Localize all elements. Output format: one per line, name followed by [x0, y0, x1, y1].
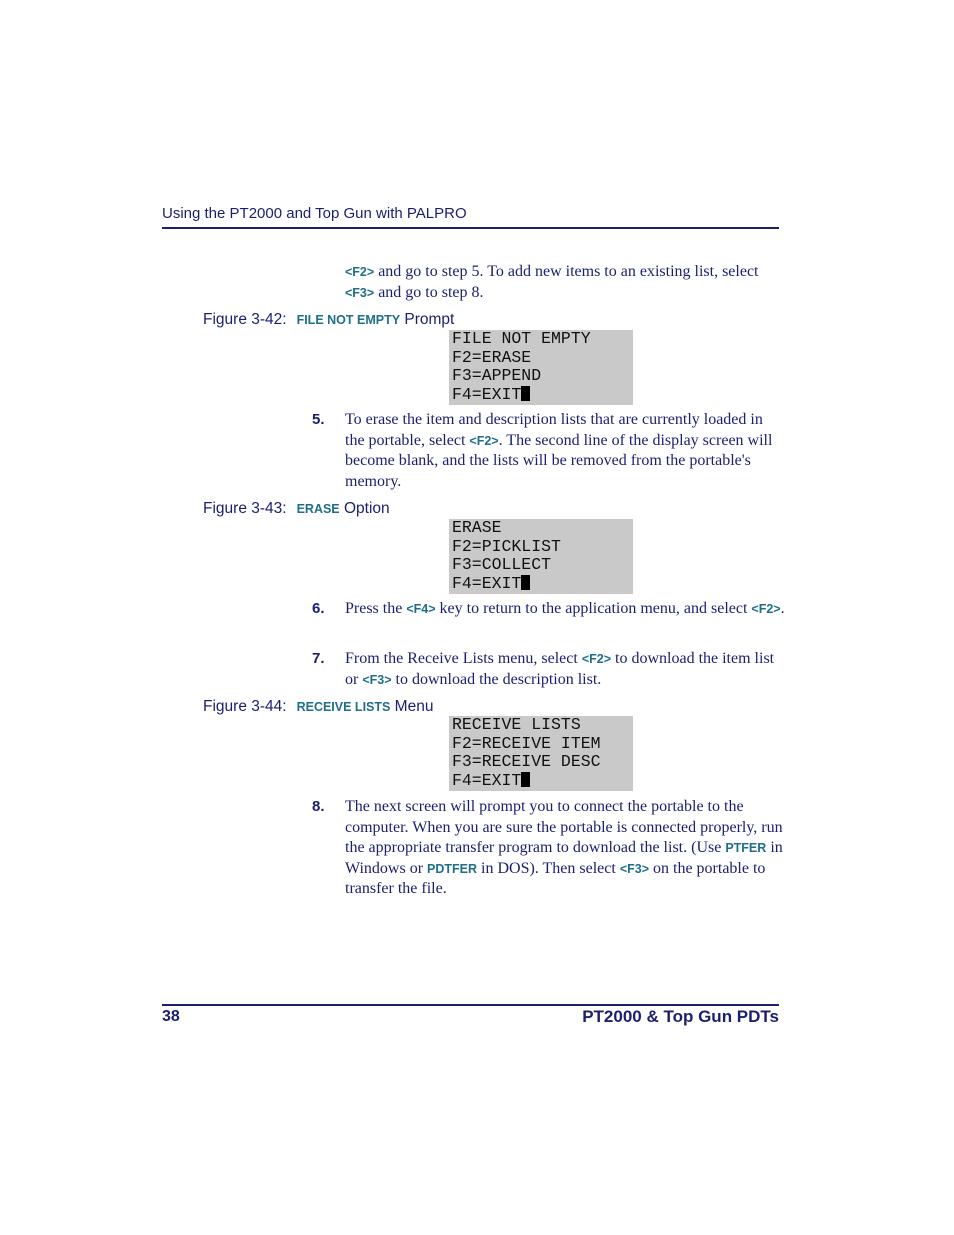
screen-line-3: F3=RECEIVE DESC — [452, 752, 601, 772]
key-f2: <F2> — [751, 602, 781, 616]
step-8-text-2: in Windows or — [345, 839, 783, 877]
figure-label: Figure 3-44: — [203, 698, 287, 715]
intro-text-2: and go to step 8. — [374, 283, 484, 301]
step-8-text-1: The next screen will prompt you to connect the portable to the computer. When you are sure the portable is connected properly, run the appropriate transfer program to download the list. (Use — [345, 798, 783, 856]
screen-line-4 — [452, 575, 633, 594]
step-8-text-4: on the portable to transfer the file. — [345, 859, 766, 897]
step-5-paragraph — [345, 410, 785, 492]
screen-line-4 — [452, 772, 633, 791]
key-f2: <F2> — [581, 652, 612, 666]
intro-paragraph — [345, 262, 785, 303]
screen-line-1: RECEIVE LISTS — [452, 715, 581, 734]
screen-line-3: F3=APPEND — [452, 366, 542, 386]
step-6-paragraph — [345, 599, 785, 620]
step-6-text-1: Press the — [345, 600, 407, 617]
key-f3: <F3> — [362, 672, 392, 687]
step-8-text-3: in DOS). Then select — [477, 859, 620, 877]
step-5-text-2: . The second line of the display screen will become blank, and the lists will be removed from the portable's memory. — [345, 431, 773, 490]
screen-line-4-text: F4=EXIT — [452, 384, 522, 404]
step-7-text-2: to download the item list or — [345, 650, 775, 688]
figure-caption-3-44 — [203, 698, 433, 716]
display-screen-erase — [449, 519, 633, 594]
figure-label: Figure 3-43: — [203, 500, 287, 517]
step-7-paragraph — [345, 649, 785, 690]
block-cursor-icon — [521, 386, 530, 401]
screen-line-3: F3=COLLECT — [452, 555, 552, 575]
block-cursor-icon — [521, 772, 530, 787]
screen-line-2: F2=RECEIVE ITEM — [452, 733, 601, 753]
figure-caption-3-42 — [203, 311, 454, 329]
screen-line-4-text: F4=EXIT — [452, 770, 522, 790]
screen-line-1: ERASE — [452, 518, 502, 537]
step-6-text-2: key to return to the application menu, and select — [435, 600, 752, 617]
key-f4: <F4> — [406, 602, 436, 616]
figure-label: Figure 3-42: — [203, 311, 287, 328]
step-6-text-3: . — [780, 600, 785, 617]
key-f2: <F2> — [469, 433, 499, 448]
figure-caption-rest: Menu — [390, 698, 434, 715]
key-f3: <F3> — [619, 861, 649, 876]
step-7-text-1: From the Receive Lists menu, select — [345, 650, 582, 667]
step-number-7: 7. — [312, 650, 325, 667]
figure-caption-3-43 — [203, 500, 390, 518]
footer-title: PT2000 & Top Gun PDTs — [582, 1007, 779, 1026]
header-rule — [162, 227, 779, 229]
program-pdtfer: PDTFER — [427, 861, 478, 876]
page-number: 38 — [162, 1008, 180, 1025]
figure-caption-rest: Prompt — [400, 311, 455, 328]
screen-line-2: F2=ERASE — [452, 347, 532, 367]
step-8-paragraph — [345, 797, 785, 900]
block-cursor-icon — [521, 575, 530, 590]
figure-caption-rest: Option — [339, 500, 390, 517]
screen-line-1: FILE NOT EMPTY — [452, 329, 591, 348]
display-screen-file-not-empty — [449, 330, 633, 405]
running-header: Using the PT2000 and Top Gun with PALPRO — [162, 205, 467, 222]
step-number-8: 8. — [312, 798, 325, 815]
step-5-text-1: To erase the item and description lists that are currently loaded in the portable, select — [345, 411, 763, 449]
display-screen-receive-lists — [449, 716, 633, 791]
step-number-6: 6. — [312, 600, 325, 617]
key-f2: <F2> — [345, 265, 375, 279]
figure-caps: ERASE — [296, 502, 340, 516]
figure-caps: RECEIVE LISTS — [296, 700, 391, 714]
footer-rule — [162, 1004, 779, 1006]
screen-line-4 — [452, 386, 633, 405]
figure-caps: FILE NOT EMPTY — [296, 313, 401, 327]
screen-line-2: F2=PICKLIST — [452, 536, 561, 556]
intro-text-1: and go to step 5. To add new items to an existing list, select — [374, 263, 759, 280]
key-f3: <F3> — [345, 285, 375, 300]
step-number-5: 5. — [312, 411, 325, 428]
screen-line-4-text: F4=EXIT — [452, 573, 522, 593]
step-7-text-3: to download the description list. — [391, 670, 602, 688]
program-ptfer: PTFER — [725, 841, 767, 855]
